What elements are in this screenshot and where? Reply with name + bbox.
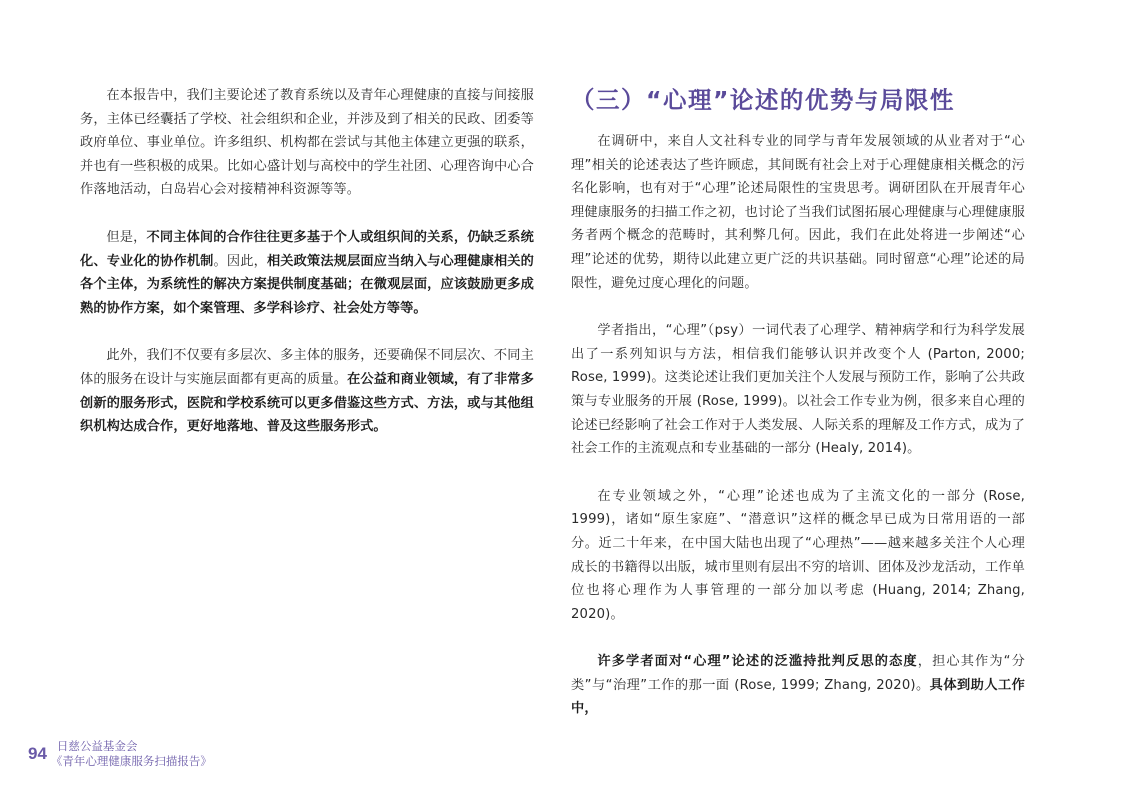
right-p4-mid: ，担心其作为“分类”与“治理”工作的那一面 (Rose, 1999; Zhang, 2020)。	[571, 654, 1025, 693]
page-footer	[28, 737, 212, 771]
footer-text	[50, 739, 212, 769]
left-paragraph-2	[80, 226, 534, 320]
footer-report-title: 《青年心理健康服务扫描报告》	[50, 754, 212, 768]
right-paragraph-4	[571, 650, 1025, 721]
right-paragraph-1: 在调研中，来自人文社科专业的同学与青年发展领域的从业者对于“心理”相关的论述表达了些许顾虑，其间既有社会上对于心理健康相关概念的污名化影响，也有对于“心理”论述局限性的宝贵思考。调研团队在开展青年心理健康服务的扫描工作之初，也讨论了当我们试图拓展心理健康与心理健康服务者两个概念的范畴时，其利弊几何。因此，我们在此处将进一步阐述“心理”论述的优势，期待以此建立更广泛的共识基础。同时留意“心理”论述的局限性，避免过度心理化的问题。	[571, 134, 1025, 291]
left-paragraph-3	[80, 344, 534, 438]
left-column	[80, 84, 534, 439]
right-p4-bold-2: 具体到助人工作中，	[571, 677, 1025, 717]
right-p4-bold-1: 许多学者面对“心理”论述的泛滥持批判反思的态度	[597, 654, 918, 670]
right-column	[571, 84, 1025, 721]
right-paragraph-3: 在专业领域之外，“心理”论述也成为了主流文化的一部分 (Rose, 1999)，诸如“原生家庭”、“潜意识”这样的概念早已成为日常用语的一部分。近二十年来，在中国大陆也出现了“心理热”——越来越多关注个人心理成长的书籍得以出版，城市里则有层出不穷的培训、团体及沙龙活动，工作单位也将心理作为人事管理的一部分加以考虑 (Huang, 2014; Zhang, 2020)。	[571, 488, 1025, 622]
left-p3-bold: 在公益和商业领域，有了非常多创新的服务形式，医院和学校系统可以更多借鉴这些方式、方法，或与其他组织机构达成合作，更好地落地、普及这些服务形式。	[80, 371, 534, 435]
left-p2-bold-1: 不同主体间的合作往往更多基于个人或组织间的关系，仍缺乏系统化、专业化的协作机制	[80, 229, 534, 269]
page-number: 94	[28, 744, 47, 763]
footer-org: 日慈公益基金会	[56, 739, 138, 753]
left-paragraph-1: 在本报告中，我们主要论述了教育系统以及青年心理健康的直接与间接服务，主体已经囊括了学校、社会组织和企业，并涉及到了相关的民政、团委等政府单位、事业单位。许多组织、机构都在尝试与其他主体建立更强的联系，并也有一些积极的成果。比如心盛计划与高校中的学生社团、心理咨询中心合作落地活动，白岛岩心会对接精神科资源等等。	[80, 88, 534, 198]
section-title: （三）“心理”论述的优势与局限性	[571, 86, 955, 114]
left-p3-intro: 此外，我们不仅要有多层次、多主体的服务，还要确保不同层次、不同主体的服务在设计与实施层面都有更高的质量。	[80, 348, 534, 387]
left-p2-mid: 。因此，	[213, 253, 267, 269]
right-paragraph-2: 学者指出，“心理”（psy）一词代表了心理学、精神病学和行为科学发展出了一系列知识与方法，相信我们能够认识并改变个人 (Parton, 2000; Rose, 1999)。这类论述让我们更加关注个人发展与预防工作，影响了公共政策与专业服务的开展 (Rose, 1999)。以社会工作专业为例，很多来自心理的论述已经影响了社会工作对于人类发展、人际关系的理解及工作方式，成为了社会工作的主流观点和专业基础的一部分 (Healy, 2014)。	[571, 323, 1025, 457]
left-p2-intro: 但是，	[106, 229, 147, 245]
left-p2-bold-2: 相关政策法规层面应当纳入与心理健康相关的各个主体，为系统性的解决方案提供制度基础；在微观层面，应该鼓励更多成熟的协作方案，如个案管理、多学科诊疗、社会处方等等。	[80, 253, 534, 316]
